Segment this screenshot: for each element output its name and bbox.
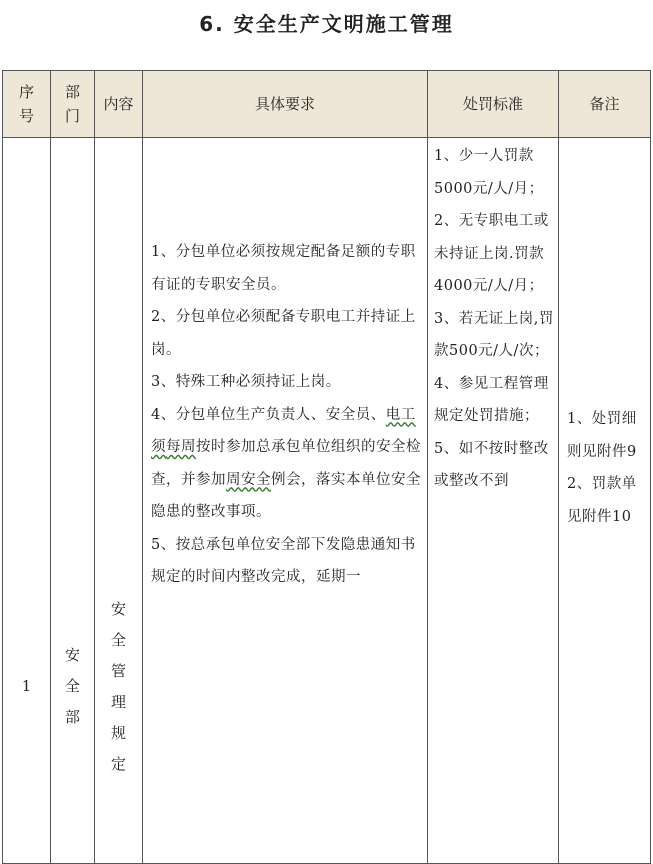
cell-penalty	[428, 138, 559, 864]
remark-item: 2、罚款单见附件10	[567, 476, 637, 525]
cell-seq: 1	[3, 138, 51, 864]
penalty-item: 4、参见工程管理规定处罚措施；	[434, 375, 549, 424]
header-dept: 部门	[51, 71, 95, 138]
requirement-item: 4、分包单位生产负责人、安全员、电工须每周按时参加总承包单位组织的安全检查，并参加周安全例会，落实本单位安全隐患的整改事项。	[151, 406, 421, 520]
page-title: 6. 安全生产文明施工管理	[199, 12, 454, 36]
penalty-item: 3、若无证上岗,罚款500元/人/次；	[434, 310, 554, 359]
remark-item: 1、处罚细则见附件9	[567, 411, 637, 460]
header-row	[3, 71, 651, 138]
header-penalty: 处罚标准	[428, 71, 559, 138]
cell-content: 安全管理规定	[95, 138, 143, 864]
requirement-item: 2、分包单位必须配备专职电工并持证上岗。	[151, 309, 416, 358]
requirement-item: 3、特殊工种必须持证上岗。	[151, 374, 341, 390]
header-content: 内容	[95, 71, 143, 138]
header-seq: 序号	[3, 71, 51, 138]
requirement-item: 1、分包单位必须按规定配备足额的专职有证的专职安全员。	[151, 244, 416, 293]
penalty-item: 1、少一人罚款5000元/人/月；	[434, 148, 544, 197]
penalty-item: 2、无专职电工或未持证上岗.罚款4000元/人/月；	[434, 213, 549, 294]
penalty-item: 5、如不按时整改或整改不到	[434, 440, 549, 489]
cell-dept: 安全部	[51, 138, 95, 864]
header-requirements: 具体要求	[143, 71, 428, 138]
cell-requirements	[143, 138, 428, 864]
header-remarks: 备注	[559, 71, 651, 138]
requirement-item: 5、按总承包单位安全部下发隐患通知书规定的时间内整改完成，延期一	[151, 536, 416, 585]
table-row	[3, 138, 651, 864]
management-table	[2, 70, 651, 864]
cell-remarks	[559, 138, 651, 864]
